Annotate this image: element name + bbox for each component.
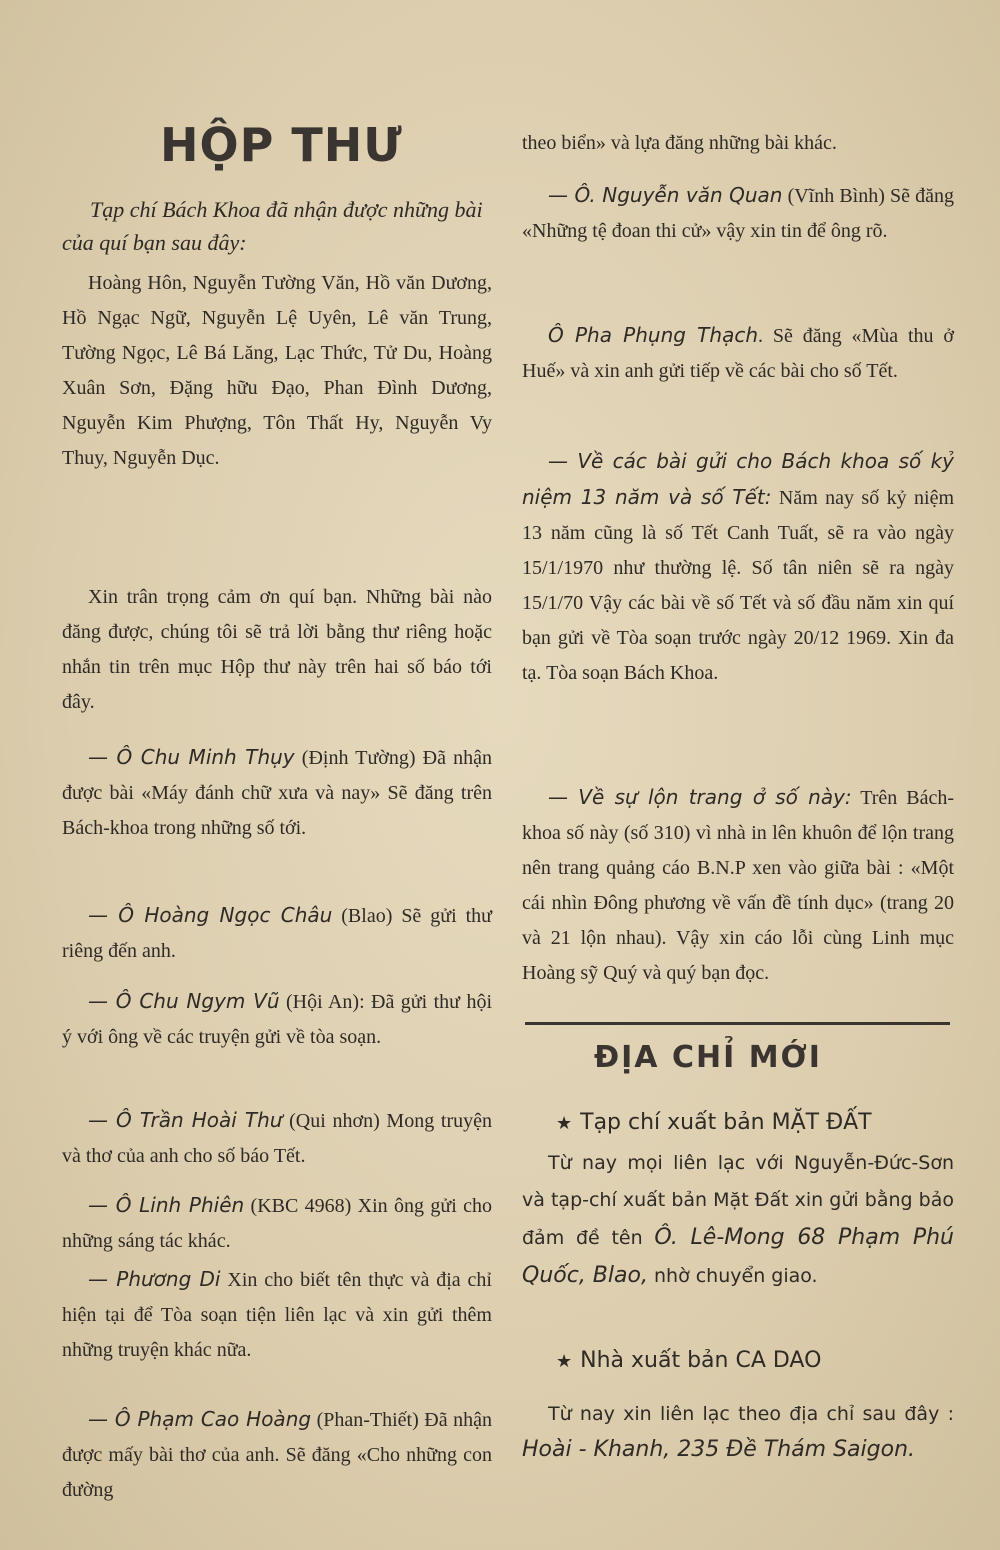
item-ca-dao-title — [556, 1344, 956, 1379]
reply-hoang-ngoc-chau — [62, 898, 492, 969]
item-title: Tạp chí xuất bản MẶT ĐẤT — [580, 1110, 872, 1135]
reply-name: — Ô Phạm Cao Hoàng — [88, 1407, 312, 1431]
reply-name: — Ô Chu Minh Thụy — [88, 745, 295, 769]
section-divider — [525, 1022, 950, 1025]
reply-name: — Ô Chu Ngym Vũ — [88, 989, 280, 1013]
reply-text: (Blao) Sẽ gửi thư riêng đến anh. — [62, 905, 492, 962]
item-mat-dat-text — [522, 1145, 954, 1295]
item-text: Từ nay mọi liên lạc với Nguyễn-Đức-Sơn và tạp-chí xuất bản Mặt Đất xin gửi bằng bảo đảm đề tên — [522, 1152, 954, 1249]
notice-heading: — Về các bài gửi cho Bách khoa số kỷ niệm 13 năm và số Tết: — [522, 449, 954, 509]
star-icon: ★ — [556, 1113, 573, 1134]
reply-name: — Ô Linh Phiên — [88, 1193, 245, 1217]
reply-text: (Định Tường) Đã nhận được bài «Máy đánh chữ xưa và nay» Sẽ đăng trên Bách-khoa trong những số tới. — [62, 747, 492, 839]
reply-chu-ngym-vu — [62, 984, 492, 1055]
reply-phuong-di — [62, 1262, 492, 1368]
reply-pham-cao-hoang — [62, 1402, 492, 1508]
notice-page-error — [522, 780, 954, 991]
section-title-new-address: ĐỊA CHỈ MỚI — [594, 1040, 822, 1075]
thanks-paragraph: Xin trân trọng cảm ơn quí bạn. Những bài nào đăng được, chúng tôi sẽ trả lời bằng thư riêng hoặc nhắn tin trên mục Hộp thư này trên hai số báo tới đây. — [62, 586, 492, 713]
reply-name: — Ô Trần Hoài Thư — [88, 1108, 283, 1132]
reply-text: Xin cho biết tên thực và địa chỉ hiện tại để Tòa soạn tiện liên lạc và xin gửi thêm những truyện khác nữa. — [62, 1269, 492, 1361]
reply-name: — Ô Hoàng Ngọc Châu — [88, 903, 333, 927]
star-icon: ★ — [556, 1351, 573, 1372]
reply-name: — Ô. Nguyễn văn Quan — [548, 183, 783, 207]
reply-text: (Phan-Thiết) Đã nhận được mấy bài thơ của anh. Sẽ đăng «Cho những con đường — [62, 1409, 492, 1501]
intro-text: Tạp chí Bách Khoa đã nhận được những bài của quí bạn sau đây: — [62, 197, 483, 255]
reply-tran-hoai-thu — [62, 1103, 492, 1174]
item-ca-dao-text — [522, 1396, 954, 1468]
notice-text: Trên Bách-khoa số này (số 310) vì nhà in lên khuôn để lộn trang nên trang quảng cáo B.N.P xen vào giữa bài : «Một cái nhìn Đông phương về vấn đề tính dục» (trang 20 và 21 lộn nhau). Vậy xin cáo lỗi cùng Linh mục Hoàng sỹ Quý và quý bạn đọc. — [522, 787, 954, 984]
reply-pha-phung-thach — [522, 318, 954, 389]
reply-chu-minh-thuy — [62, 740, 492, 846]
reply-text: . Sẽ đăng «Mùa thu ở Huế» và xin anh gửi tiếp về các bài cho số Tết. — [522, 325, 954, 382]
item-text: nhờ chuyển giao. — [647, 1265, 818, 1287]
reply-text: (Vĩnh Bình) Sẽ đăng «Những tệ đoan thi cử» vậy xin tin để ông rõ. — [522, 185, 955, 242]
page-title: HỘP THƯ — [160, 118, 403, 172]
continued-text: theo biển» và lựa đăng những bài khác. — [522, 132, 837, 154]
reply-text: (KBC 4968) Xin ông gửi cho những sáng tác khác. — [62, 1195, 492, 1252]
received-authors-list: Hoàng Hôn, Nguyễn Tường Văn, Hồ văn Dương, Hồ Ngạc Ngữ, Nguyễn Lệ Uyên, Lê văn Trung, Tường Ngọc, Lê Bá Lăng, Lạc Thức, Tử Du, Hoàng Xuân Sơn, Đặng hữu Đạo, Phan Đình Dương, Nguyễn Kim Phượng, Tôn Thất Hy, Nguyễn Vy Thuy, Nguyễn Dục. — [62, 272, 492, 469]
reply-text: (Hội An): Đã gửi thư hội ý với ông về các truyện gửi về tòa soạn. — [62, 991, 493, 1048]
item-title: Nhà xuất bản CA DAO — [580, 1348, 822, 1373]
item-address: Hoài - Khanh, 235 Đề Thám Saigon. — [522, 1437, 916, 1462]
reply-nguyen-van-quan — [522, 178, 954, 249]
notice-anniversary-issue — [522, 444, 954, 691]
reply-text: (Qui nhơn) Mong truyện và thơ của anh cho số báo Tết. — [62, 1110, 492, 1167]
item-mat-dat-title — [556, 1106, 956, 1141]
reply-name: — Phương Di — [88, 1267, 221, 1291]
item-text: Từ nay xin liên lạc theo địa chỉ sau đây : — [548, 1403, 954, 1425]
item-address: Ô. Lê-Mong 68 Phạm Phú Quốc, Blao, — [522, 1225, 954, 1288]
reply-linh-phien — [62, 1188, 492, 1259]
notice-text: Năm nay số kỷ niệm 13 năm cũng là số Tết Canh Tuất, sẽ ra vào ngày 15/1/1970 như thường lệ. Số tân niên sẽ ra ngày 15/1/70 Vậy các bài về số Tết và số đầu năm xin quí bạn gửi về Tòa soạn trước ngày 20/12 1969. Xin đa tạ. Tòa soạn Bách Khoa. — [522, 487, 954, 684]
reply-name: Ô Pha Phụng Thạch — [548, 323, 758, 347]
notice-heading: — Về sự lộn trang ở số này: — [548, 785, 852, 809]
